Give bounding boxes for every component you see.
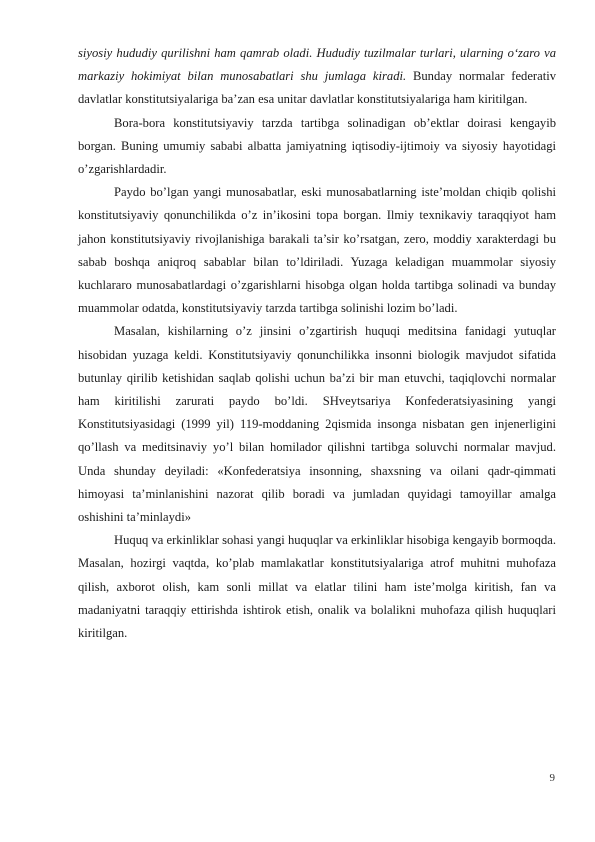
paragraph-2: Bora-bora konstitutsiyaviy tarzda tartibga solinadigan ob’ektlar doirasi kengayib borgan. Buning umumiy sababi albatta jamiyatning iqtisodiy-ijtimoiy va siyosiy hayotidagi o’zgarishlardadir. (78, 115, 556, 177)
paragraph-3: Paydo bo’lgan yangi munosabatlar, eski munosabatlarning iste’moldan chiqib qolishi konstitutsiyaviy qonunchilikda o’z in’ikosini topa borgan. Ilmiy texnikaviy taraqqiyot ham jahon konstitutsiyaviy rivojlanishiga barakali ta’sir ko’rsatgan, zero, moddiy xarakterdagi bu sabab boshqa aniqroq sabablar bilan to’ldiriladi. Yuzaga keladigan muammolar siyosiy kuchlararo munosabatlardagi o’zgarishlarni hisobga olgan holda tartibga solinadi va bunday muammolar odatda, konstitutsiyaviy tarzda tartibga solinishi lozim bo’ladi. (78, 185, 556, 316)
page-number: 9 (549, 772, 555, 784)
paragraph-1-italic: siyosiy hududiy qurilishni ham qamrab oladi. Hududiy tuzilmalar turlari, ularning o‘zaro va markaziy hokimiyat bilan munosabatlari shu jumlaga kiradi. (78, 46, 556, 84)
paragraph-1 (78, 42, 556, 112)
paragraph-5: Huquq va erkinliklar sohasi yangi huquqlar va erkinliklar hisobiga kengayib bormoqda. Masalan, hozirgi vaqtda, ko’plab mamlakatlar konstitutsiyalariga atrof muhitni muhofaza qilish, axborot olish, kam sonli millat va elatlar tilini ham iste’molga kiritish, fan va madaniyatni taraqqiy ettirishda ishtirok etish, onalik va bolalikni muhofaza qilish huquqlari kiritilgan. (78, 533, 556, 641)
document-page (78, 42, 556, 645)
paragraph-4: Masalan, kishilarning o’z jinsini o’zgartirish huquqi meditsina fanidagi yutuqlar hisobidan yuzaga keldi. Konstitutsiyaviy qonunchilikka insonni biologik mavjudot sifatida butunlay qirilib ketishidan saqlab qolishi uchun ba’zi bir man etuvchi, taqiqlovchi normalar ham kiritilishi zarurati paydo bo’ldi. SHveytsariya Konfederatsiyasining yangi Konstitutsiyasidagi (1999 yil) 119-moddaning 2qismida insonga nisbatan gen injenerligini qo’llash va meditsinaviy yo’l bilan homilador qilishni tartibga soluvchi normalar mavjud. Unda shunday deyiladi: «Konfederatsiya insonning, shaxsning va oilani qadr-qimmati himoyasi ta’minlanishini nazorat qilib boradi va jumladan quyidagi tamoyillar amalga oshishini ta’minlaydi» (78, 324, 556, 525)
paragraph-1-text: Bunday normalar federativ davlatlar konstitutsiyalariga ba’zan esa unitar davlatlar konstitutsiyalariga ham kiritilgan. (78, 69, 556, 107)
